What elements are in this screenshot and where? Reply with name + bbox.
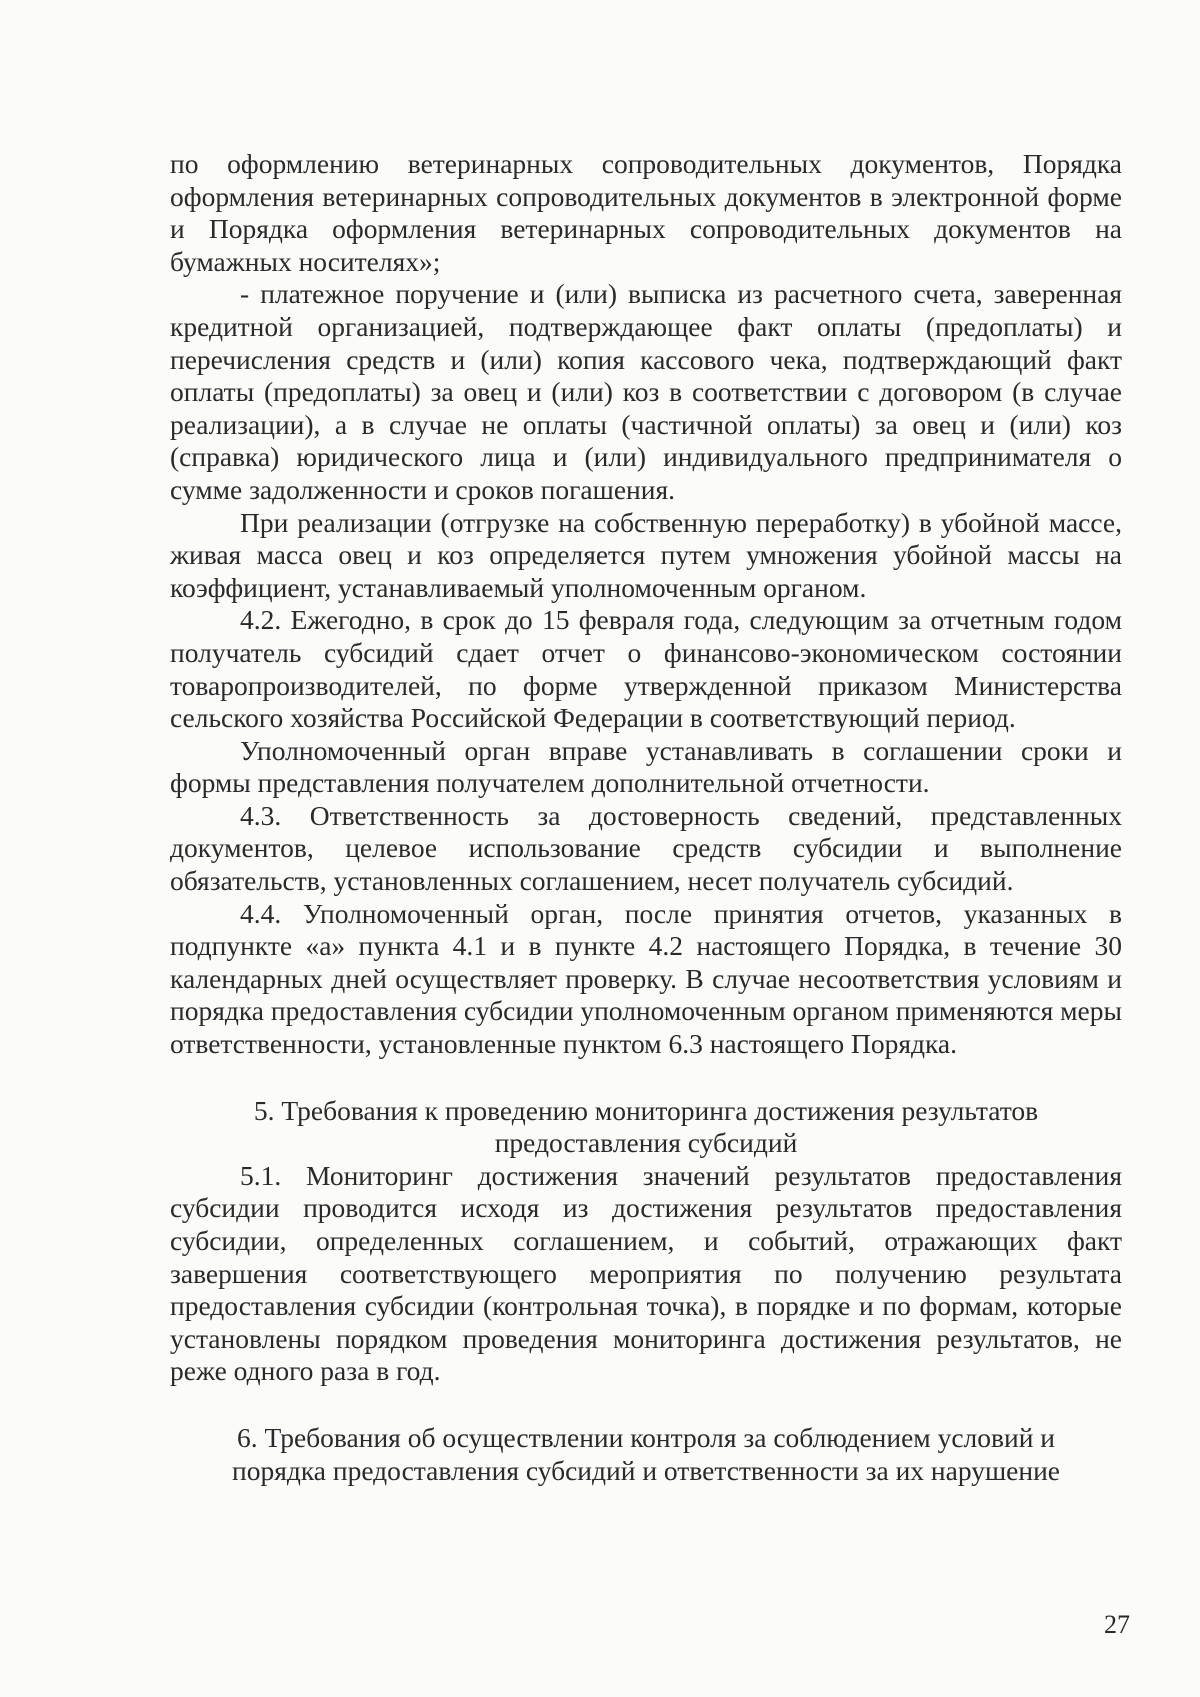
section-5-heading-line1: 5. Требования к проведению мониторинга достижения результатов <box>253 1094 1039 1126</box>
paragraph-4-2: 4.2. Ежегодно, в срок до 15 февраля года, следующим за отчетным годом получатель субсидий сдает отчет о финансово-экономическом состоянии товаропроизводителей, по форме утвержденной приказом Министерства сельского хозяйства Российской Федерации в соответствующий период. <box>170 604 1122 734</box>
paragraph-vet-documents: по оформлению ветеринарных сопроводительных документов, Порядка оформления ветеринарных сопроводительных документов в электронной форме и Порядка оформления ветеринарных сопроводительных документов на бумажных носителях»; <box>170 148 1122 277</box>
paragraph-slaughter-mass: При реализации (отгрузке на собственную переработку) в убойной массе, живая масса овец и коз определяется путем умножения убойной массы на коэффициент, устанавливаемый уполномоченным органом. <box>170 506 1122 603</box>
page-number: 27 <box>1104 1610 1130 1639</box>
section-6-heading-line2: порядка предоставления субсидий и ответственности за их нарушение <box>231 1454 1061 1486</box>
document-body <box>170 148 1122 1487</box>
section-5-heading <box>170 1095 1122 1160</box>
paragraph-5-1: 5.1. Мониторинг достижения значений результатов предоставления субсидии проводится исходя из достижения результатов предоставления субсидии, определенных соглашением, и событий, отражающих факт завершения соответствующего мероприятия по получению результата предоставления субсидии (контрольная точка), в порядке и по формам, которые установлены порядком проведения мониторинга достижения результатов, не реже одного раза в год. <box>170 1159 1122 1387</box>
section-6-heading-line1: 6. Требования об осуществлении контроля за соблюдением условий и <box>236 1421 1056 1453</box>
paragraph-payment-order: - платежное поручение и (или) выписка из расчетного счета, заверенная кредитной организацией, подтверждающее факт оплаты (предоплаты) и перечисления средств и (или) копия кассового чека, подтверждающий факт оплаты (предоплаты) за овец и (или) коз в соответствии с договором (в случае реализации), а в случае не оплаты (частичной оплаты) за овец и (или) коз (справка) юридического лица и (или) индивидуального предпринимателя о сумме задолженности и сроков погашения. <box>170 278 1122 505</box>
section-5-heading-line2: предоставления субсидий <box>494 1127 798 1159</box>
paragraph-additional-reporting: Уполномоченный орган вправе устанавливать в соглашении сроки и формы представления получателем дополнительной отчетности. <box>170 734 1122 799</box>
section-6-heading <box>170 1422 1122 1487</box>
paragraph-4-3: 4.3. Ответственность за достоверность сведений, представленных документов, целевое использование средств субсидии и выполнение обязательств, установленных соглашением, несет получатель субсидий. <box>170 799 1122 897</box>
paragraph-4-4: 4.4. Уполномоченный орган, после принятия отчетов, указанных в подпункте «а» пункта 4.1 и в пункте 4.2 настоящего Порядка, в течение 30 календарных дней осуществляет проверку. В случае несоответствия условиям и порядка предоставления субсидии уполномоченным органом применяются меры ответственности, установленные пунктом 6.3 настоящего Порядка. <box>170 897 1122 1060</box>
